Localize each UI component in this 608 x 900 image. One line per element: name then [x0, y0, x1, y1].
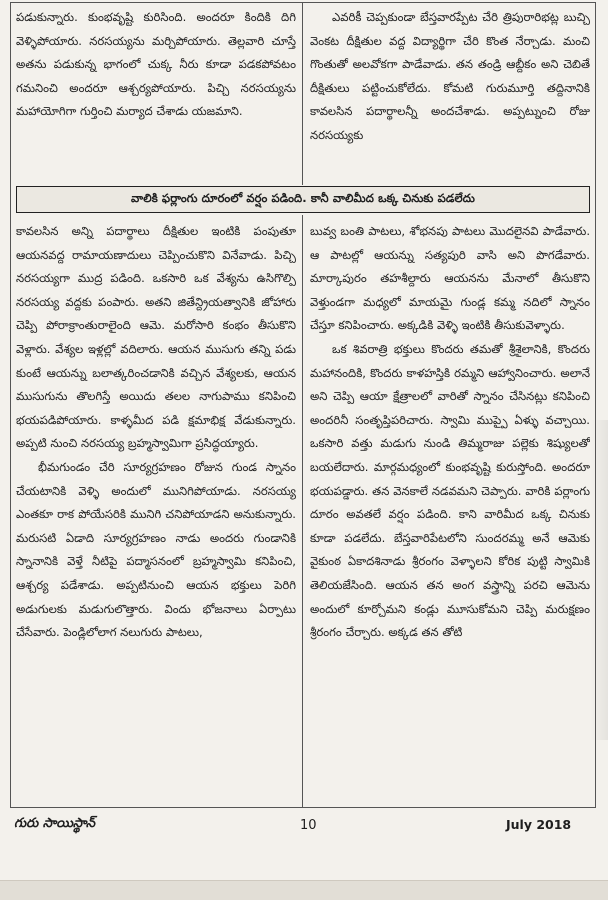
column-divider-bottom: [302, 215, 303, 808]
bottom-left-column: [16, 220, 296, 805]
paragraph: భీమగుండం చేరి సూర్యగ్రహణం రోజున గుండ స్నానం చేయటానికి వెళ్ళి అందులో మునిగిపోయాడు. నరసయ్య ఎంతకూ రాక పోయేసరికి మునిగి చనిపోయాడని అనుకున్నారు. మరుసటి ఏడాది సూర్యగ్రహణం నాడు అందరు గుండానికి స్నానానికి వెళ్తే నీటిపై పద్మాసనంలో బ్రహ్మస్వామి కనిపించి, ఆశ్చర్య పడేశాడు. అప్పటినుంచి ఆయన భక్తులు పెరిగి అడుగులకు మడుగులొత్తారు. విందు భోజనాలు ఏర్పాటు చేసేవారు. పెండ్లిలోలాగ నలుగురు పాటలు,: [16, 459, 296, 640]
show-through-shadow: [590, 420, 608, 740]
paragraph: పడుకున్నారు. కుంభవృష్టి కురిసింది. అందరూ కిందికి దిగి వెళ్ళిపోయారు. నరసయ్యను మర్చిపోయారు. తెల్లవారి చూస్తే అతను పడుకున్న భాగంలో చుక్క నీరు కూడా పడకపోవటం గమనించి అందరూ ఆశ్చర్యపోయారు. పిచ్చి నరసయ్యను మహాయోగిగా గుర్తించి మర్యాద చేశాడు యజమాని.: [16, 10, 296, 119]
page-number: 10: [300, 818, 317, 833]
bottom-right-column: [310, 220, 590, 805]
page-bottom-edge: [0, 880, 608, 900]
paragraph: బువ్వ బంతి పాటలు, శోభనపు పాటలు మొదలైనవి పాడేవారు. ఆ పాటల్లో ఆయన్ను సత్యపురి వాసి అని పొగడేవారు. మార్కాపురం తహశీల్దారు ఆయనను మేనాలో తీసుకొని వెళ్తుండగా మధ్యలో మాయమై గుండ్ల కమ్మ నదిలో స్నానం చేస్తూ కనిపించారు. అక్కడికి వెళ్ళి ఇంటికి తీసుకువెళ్ళారు.: [310, 224, 590, 333]
column-divider-top: [302, 2, 303, 185]
paragraph: ఒక శివరాత్రి భక్తులు కొందరు తమతో శ్రీశైలానికి, కొందరు మహానందికి, కొందరు కాళహస్తికి రమ్మని ఆహ్వానించారు. అలానే అని చెప్పి ఆయా క్షేత్రాలలో వారితో స్నానం చేసినట్లు కనిపించి అందరినీ సంతృప్తిపరిచారు. స్వామి ముప్పై ఏళ్ళు వచ్చాయి. ఒకసారి వత్తు మడుగు నుండి తిమ్మరాజు పల్లెకు శిష్యులతో బయలేదారు. మార్గమధ్యంలో కుంభవృష్టి కురుస్తోంది. అందరూ భయపడ్డారు. తన వెనకాలే నడవమని చెప్పారు. వారికి పర్లాంగు దూరం అవతలే వర్షం పడింది. కాని వారిమీద ఒక్క చినుకు కూడా పడలేదు. బేస్తవారిపేటలోని సుందరమ్మ అనే ఆమెకు వైకుంఠ ఏకాదశినాడు శ్రీరంగం వెళ్ళాలని కోరిక పుట్టి స్వామికి తెలియజేసింది. ఆయన తన అంగ వస్త్రాన్ని పరచి ఆమెను అందులో కూర్చోమని కండ్లు మూసుకోమని చెప్పి మరుక్షణం శ్రీరంగం చేర్చారు. అక్కడ తన తోటి: [310, 341, 590, 640]
paragraph: ఎవరికీ చెప్పకుండా బేస్తవారప్పేట చేరి త్రిపురారిభట్ల బుచ్చి వెంకట దీక్షితుల వద్ద విద్యార్థిగా చేరి కొంత నేర్చాడు. మంచి గొంతుతో అలవోకగా పాడేవాడు. తన తండ్రి ఆబ్దీకం అని చెబితే దీక్షితులు పట్టించుకోలేదు. కోమటి గురుమూర్తి తద్దినానికి కావలసిన పదార్థాలన్నీ అందచేశాడు. అప్పట్నుంచి రోజు నరసయ్యకు: [310, 10, 590, 142]
page-footer: [0, 812, 608, 842]
paragraph: కావలసిన అన్ని పదార్థాలు దీక్షితుల ఇంటికి పంపుతూ ఆయనవద్ద రామాయణాదులు చెప్పించుకొని వినేవాడు. పిచ్చి నరసయ్యగా ముద్ర పడింది. ఒకసారి ఒక వేశ్యను ఉసిగొల్పి నరసయ్య వద్దకు పంపారు. అతని జితేన్ద్రియత్వానికి జోహారు చెప్పి పోరాక్రాంతురాలైంది ఆమె. మరోసారి కంభం తీసుకొని వెళ్లారు. వేశ్యల ఇళ్లల్లో వదిలారు. ఆయన ముసుగు తన్ని పడు కుంటే ఆయన్ను బలాత్కరించడానికి వచ్చిన వేశ్యలకు, ఆయన ముసుగును తొలగిస్తే అయిదు తలల నాగుపాము కనిపించి భయపడిపోయారు. కాళ్ళమీద పడి క్షమాభిక్ష వేడుకున్నారు. అప్పటి నుంచి నరసయ్య బ్రహ్మస్వామిగా ప్రసిద్ధయ్యారు.: [16, 224, 296, 451]
pull-quote-banner: [16, 186, 590, 213]
issue-date: July 2018: [506, 817, 572, 832]
pull-quote-text: వాలికి ఫర్లాంగు దూరంలో వర్షం పడింది. కానీ వాలిమీద ఒక్క చినుకు పడలేదు: [131, 191, 475, 205]
magazine-title: గురు సాయిస్థాన్: [14, 816, 95, 831]
top-right-column: [310, 6, 590, 182]
top-left-column: [16, 6, 296, 182]
